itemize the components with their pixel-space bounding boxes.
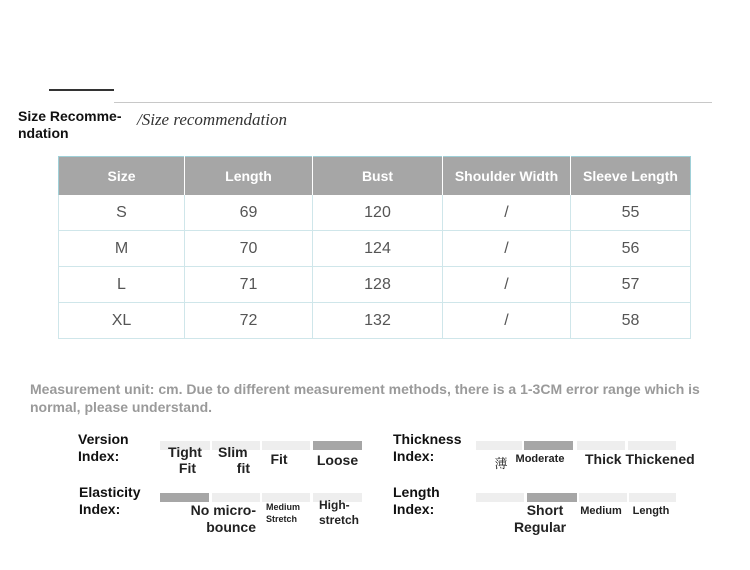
heading-underline — [49, 89, 114, 91]
cell-shoulder-width: / — [443, 267, 571, 303]
length-option-length: Length — [632, 505, 670, 517]
option-line1: High- — [319, 498, 350, 512]
option-line2: bounce — [206, 519, 256, 535]
cell-length: 69 — [185, 195, 313, 231]
header-sleeve-length: Sleeve Length — [571, 157, 691, 196]
measurement-note: Measurement unit: cm. Due to different measurement methods, there is a 1-3CM error range which is normal, please understand. — [30, 381, 700, 415]
option-line1: Medium — [266, 502, 301, 512]
cell-length: 70 — [185, 231, 313, 267]
option-line2: Fit — [178, 460, 196, 476]
elasticity-option-high-stretch — [319, 498, 369, 528]
cell-size: S — [59, 195, 185, 231]
option-line1: Short — [526, 502, 564, 518]
length-index-label-line1: Length — [393, 484, 440, 500]
option-line1: No micro- — [190, 502, 256, 518]
elasticity-index-label-line2: Index: — [79, 501, 121, 517]
length-bar-short — [476, 493, 524, 502]
thickness-option-thin: 薄 — [494, 456, 508, 471]
section-title-line2: ndation — [18, 125, 69, 141]
cell-shoulder-width: / — [443, 195, 571, 231]
cell-shoulder-width: / — [443, 231, 571, 267]
version-bar-fit — [262, 441, 310, 450]
length-index-label-line2: Index: — [393, 501, 435, 517]
table-row — [59, 303, 691, 339]
header-length: Length — [185, 157, 313, 196]
thickness-option-thick-thickened: Thick Thickened — [585, 451, 695, 467]
size-chart-table — [58, 156, 691, 339]
cell-sleeve-length: 55 — [571, 195, 691, 231]
table-header-row — [59, 157, 691, 196]
version-index-label — [78, 431, 129, 465]
thickness-bar-thick — [577, 441, 625, 450]
header-size: Size — [59, 157, 185, 196]
elasticity-bar-medium — [212, 493, 260, 502]
option-line2: fit — [236, 460, 250, 476]
option-line1: Tight — [168, 444, 202, 460]
thickness-index-label-line1: Thickness — [393, 431, 462, 447]
cell-bust: 120 — [313, 195, 443, 231]
version-option-fit: Fit — [270, 451, 288, 467]
thickness-index-label — [393, 431, 461, 465]
version-index-label-line1: Version — [78, 431, 129, 447]
section-title — [18, 108, 133, 142]
elasticity-option-no-micro-bounce — [180, 502, 256, 536]
length-option-medium: Medium — [580, 505, 622, 517]
cell-length: 71 — [185, 267, 313, 303]
length-bar-regular — [527, 493, 577, 502]
version-option-tight-fit — [160, 444, 210, 476]
cell-size: XL — [59, 303, 185, 339]
length-bar-length — [629, 493, 676, 502]
header-shoulder-width: Shoulder Width — [443, 157, 571, 196]
table-row — [59, 195, 691, 231]
cell-shoulder-width: / — [443, 303, 571, 339]
cell-bust: 132 — [313, 303, 443, 339]
cell-bust: 124 — [313, 231, 443, 267]
cell-sleeve-length: 57 — [571, 267, 691, 303]
table-row — [59, 267, 691, 303]
section-subtitle: /Size recommendation — [137, 110, 287, 129]
cell-sleeve-length: 58 — [571, 303, 691, 339]
elasticity-option-medium-stretch — [266, 501, 310, 525]
thickness-bar-moderate — [524, 441, 573, 450]
section-title-line1: Size Recomme- — [18, 108, 122, 124]
version-index-label-line2: Index: — [78, 448, 120, 464]
cell-size: M — [59, 231, 185, 267]
table-row — [59, 231, 691, 267]
version-option-slim-fit — [212, 444, 260, 476]
elasticity-index-label — [79, 484, 140, 518]
option-line1: Slim — [218, 444, 248, 460]
cell-length: 72 — [185, 303, 313, 339]
length-option-short-regular — [508, 502, 572, 536]
thickness-bar-thickened — [628, 441, 676, 450]
version-option-loose: Loose — [316, 452, 359, 468]
cell-bust: 128 — [313, 267, 443, 303]
option-line2: Stretch — [266, 514, 298, 524]
cell-size: L — [59, 267, 185, 303]
option-line2: Regular — [513, 519, 567, 535]
thickness-bar-thin — [476, 441, 522, 450]
thickness-option-moderate: Moderate — [515, 453, 565, 465]
version-bar-loose — [313, 441, 362, 450]
option-line2: stretch — [319, 513, 360, 527]
thickness-index-label-line2: Index: — [393, 448, 435, 464]
length-bar-medium — [579, 493, 627, 502]
cell-sleeve-length: 56 — [571, 231, 691, 267]
header-bust: Bust — [313, 157, 443, 196]
elasticity-index-label-line1: Elasticity — [79, 484, 141, 500]
length-index-label — [393, 484, 440, 518]
heading-divider — [114, 102, 712, 103]
elasticity-bar-no-micro-bounce — [160, 493, 209, 502]
